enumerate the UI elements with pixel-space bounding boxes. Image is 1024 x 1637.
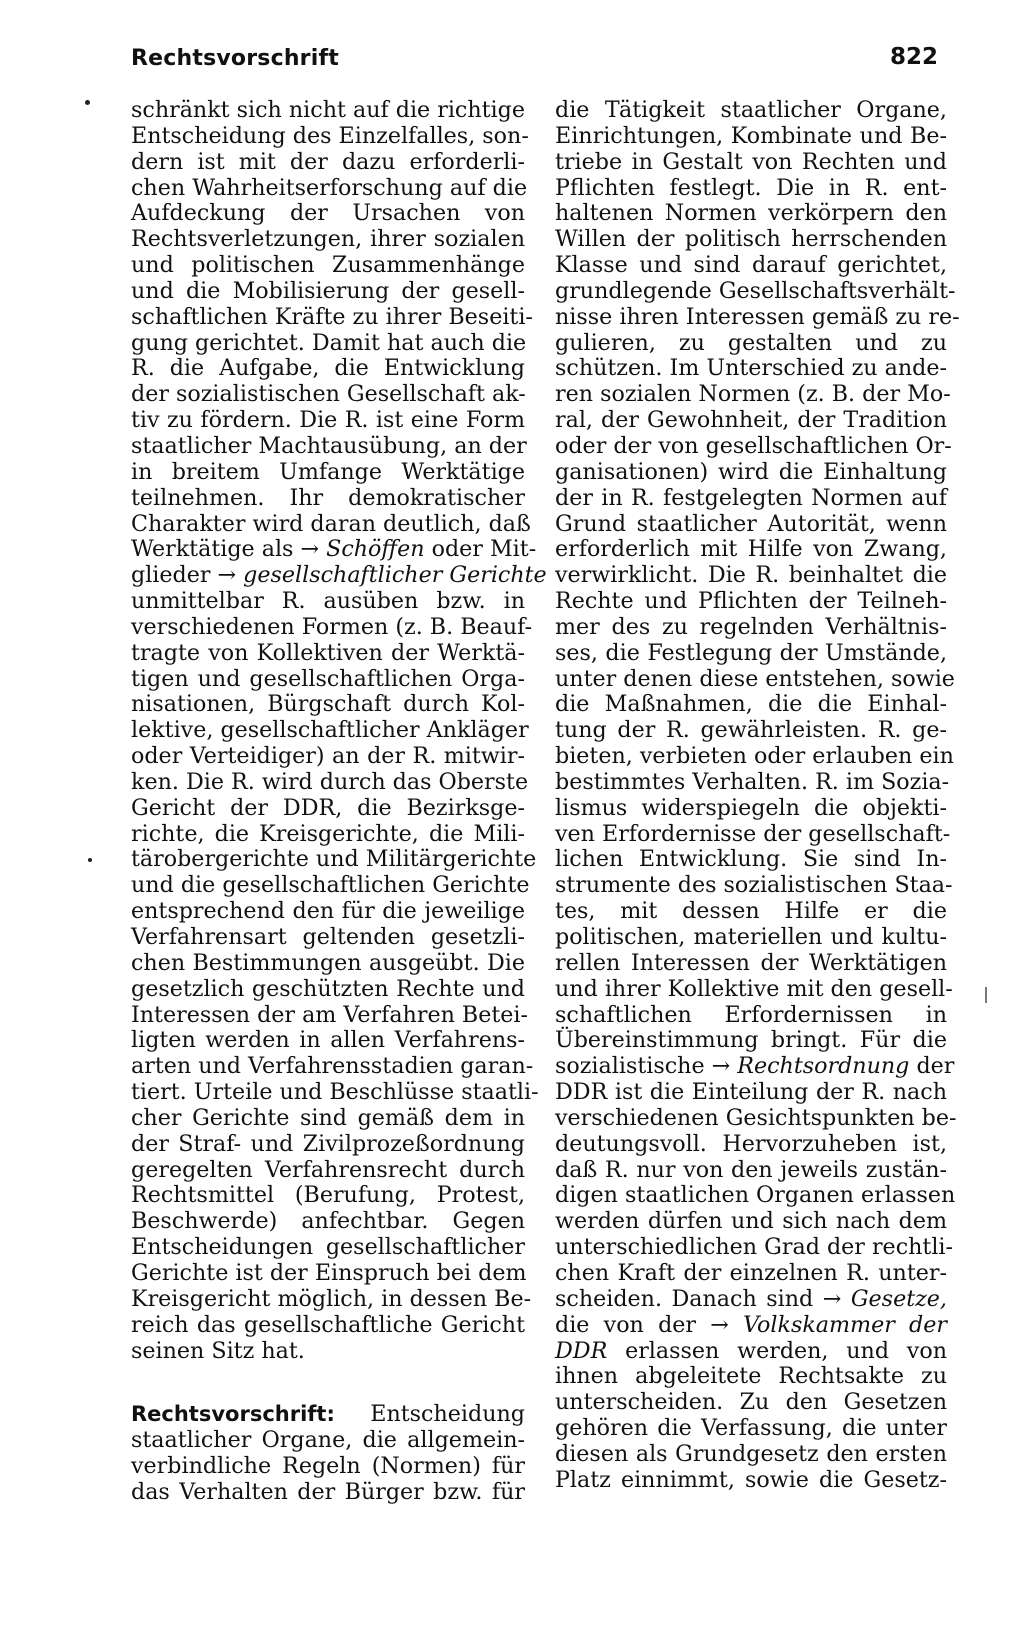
- text-line: strumente des sozialistischen Staa-: [555, 872, 953, 899]
- margin-mark: [985, 987, 987, 1003]
- text-line: arten und Verfahrensstadien garan-: [131, 1053, 534, 1080]
- text-line: reich das gesellschaftliche Gericht: [131, 1311, 525, 1338]
- text-line: Einrichtungen, Kombinate und Be-: [555, 122, 947, 149]
- text-line: Klasse und sind darauf gerichtet,: [555, 252, 947, 279]
- text-line: ven Erfordernisse der gesellschaft-: [555, 820, 951, 847]
- text-line: unter denen diese entstehen, sowie: [555, 665, 955, 692]
- text-line: DDR ist die Einteilung der R. nach: [555, 1079, 947, 1106]
- text-line: bieten, verbieten oder erlauben ein: [555, 743, 954, 770]
- text-line: sozialistische → Rechtsordnung der: [555, 1053, 955, 1080]
- text-line: deutungsvoll. Hervorzuheben ist,: [555, 1130, 947, 1157]
- left-column: [131, 97, 547, 1506]
- text-line: und die gesellschaftlichen Gerichte: [131, 872, 530, 899]
- text-line: oder Verteidiger) an der R. mitwir-: [131, 743, 525, 770]
- text-line: staatlicher Organe, die allgemein-: [131, 1427, 525, 1454]
- text-line: richte, die Kreisgerichte, die Mili-: [131, 820, 525, 847]
- print-speck: [85, 100, 90, 105]
- text-line: Rechtsmittel (Berufung, Protest,: [131, 1182, 525, 1209]
- text-line: diesen als Grundgesetz den ersten: [555, 1440, 947, 1467]
- text-line: tärobergerichte und Militärgerichte: [131, 846, 537, 873]
- text-line: ren sozialen Normen (z. B. der Mo-: [555, 381, 951, 408]
- right-column: [555, 97, 960, 1494]
- right-paragraph-1: [555, 97, 960, 1054]
- text-line: staatlicher Machtausübung, an der: [131, 432, 527, 459]
- text-line: unterschiedlichen Grad der rechtli-: [555, 1234, 954, 1261]
- text-line: Entscheidung des Einzelfalles, son-: [131, 122, 529, 149]
- text-line: die Maßnahmen, die die Einhal-: [555, 691, 947, 718]
- text-line: Übereinstimmung bringt. Für die: [555, 1027, 947, 1054]
- left-paragraph-1: [131, 97, 533, 537]
- text-line: ihnen abgeleitete Rechtsakte zu: [555, 1363, 947, 1390]
- text-line: Gericht der DDR, die Bezirksge-: [131, 794, 525, 821]
- text-line: ral, der Gewohnheit, der Tradition: [555, 407, 947, 434]
- text-line: lismus widerspiegeln die objekti-: [555, 794, 947, 821]
- entry-gap: [131, 1364, 525, 1402]
- text-line: schaftlichen Kräfte zu ihrer Beseiti-: [131, 303, 533, 330]
- text-line: und die Mobilisierung der gesell-: [131, 277, 525, 304]
- text-line: entsprechend den für die jeweilige: [131, 898, 525, 925]
- text-line: und politischen Zusammenhänge: [131, 252, 525, 279]
- text-line: gung gerichtet. Damit hat auch die: [131, 329, 527, 356]
- text-line: unmittelbar R. ausüben bzw. in: [131, 588, 525, 615]
- text-line: scheiden. Danach sind → Gesetze,: [555, 1285, 947, 1312]
- text-line: Kreisgericht möglich, in dessen Be-: [131, 1285, 532, 1312]
- text-line: tiert. Urteile und Beschlüsse staatli-: [131, 1079, 539, 1106]
- text-line: die von der → Volkskammer der: [555, 1311, 947, 1338]
- text-line: bestimmtes Verhalten. R. im Sozia-: [555, 768, 950, 795]
- right-paragraph-3: [555, 1364, 947, 1493]
- text-line: haltenen Normen verkörpern den: [555, 200, 947, 227]
- text-line: politischen, materiellen und kultu-: [555, 924, 947, 950]
- entry-headword: Rechtsvorschrift:: [131, 1402, 335, 1427]
- right-paragraph-2: [555, 1079, 957, 1287]
- text-line: dern ist mit der dazu erforderli-: [131, 148, 525, 175]
- text-line: die Tätigkeit staatlicher Organe,: [555, 97, 947, 123]
- text-line: Rechte und Pflichten der Teilneh-: [555, 588, 947, 615]
- text-line: chen Kraft der einzelnen R. unter-: [555, 1259, 947, 1286]
- text-line: ken. Die R. wird durch das Oberste: [131, 768, 529, 795]
- text-line: verbindliche Regeln (Normen) für: [131, 1453, 525, 1480]
- left-paragraph-2: [131, 588, 539, 1364]
- text-line: gesetzlich geschützten Rechte und: [131, 975, 525, 1002]
- text-line: tung der R. gewährleisten. R. ge-: [555, 717, 947, 744]
- print-speck: [88, 858, 92, 862]
- text-line: schützen. Im Unterschied zu ande-: [555, 355, 947, 382]
- text-line: der in R. festgelegten Normen auf: [555, 484, 947, 511]
- text-line: Pflichten festlegt. Die in R. ent-: [555, 174, 947, 201]
- text-line: Werktätige als → Schöffen oder Mit-: [131, 536, 537, 563]
- text-line: triebe in Gestalt von Rechten und: [555, 148, 947, 175]
- running-head-title: Rechtsvorschrift: [131, 46, 339, 71]
- text-line: digen staatlichen Organen erlassen: [555, 1182, 956, 1209]
- entry-definition-lines: [131, 1428, 525, 1506]
- text-line: und ihrer Kollektive mit den gesell-: [555, 975, 953, 1002]
- text-line: ganisationen) wird die Einhaltung: [555, 458, 947, 485]
- text-line: Aufdeckung der Ursachen von: [131, 200, 525, 227]
- text-line: lichen Entwicklung. Sie sind In-: [555, 846, 947, 873]
- text-line: werden dürfen und sich nach dem: [555, 1208, 947, 1235]
- text-line: geregelten Verfahrensrecht durch: [131, 1156, 525, 1183]
- page-number: 822: [890, 44, 939, 70]
- text-line: chen Wahrheitserforschung auf die: [131, 174, 528, 201]
- text-line: teilnehmen. Ihr demokratischer: [131, 484, 525, 511]
- text-line: Platz einnimmt, sowie die Gesetz-: [555, 1466, 947, 1493]
- text-line: erforderlich mit Hilfe von Zwang,: [555, 536, 947, 563]
- text-line: Entscheidungen gesellschaftlicher: [131, 1234, 525, 1261]
- text-line: Grund staatlicher Autorität, wenn: [555, 510, 947, 537]
- text-line: verschiedenen Gesichtspunkten be-: [555, 1104, 957, 1131]
- cross-reference-gesellschaftliche-gerichte[interactable]: gesellschaftlicher Gerichte: [243, 562, 547, 589]
- text-line: gulieren, zu gestalten und zu: [555, 329, 947, 356]
- text-line: schaftlichen Erfordernissen in: [555, 1001, 947, 1028]
- text-line: mer des zu regelnden Verhältnis-: [555, 613, 947, 640]
- text-line: ligten werden in allen Verfahrens-: [131, 1027, 525, 1054]
- entry-headword-line: Rechtsvorschrift: Entscheidung: [131, 1401, 525, 1428]
- cross-reference-gesetze[interactable]: Gesetze,: [850, 1285, 947, 1312]
- text-line: DDR erlassen werden, und von: [555, 1337, 947, 1364]
- text-line: Charakter wird daran deutlich, daß: [131, 510, 531, 537]
- text-line: Willen der politisch herrschenden: [555, 226, 947, 253]
- text-line: das Verhalten der Bürger bzw. für: [131, 1478, 525, 1505]
- text-line: verwirklicht. Die R. beinhaltet die: [555, 562, 947, 589]
- cross-reference-rechtsordnung[interactable]: Rechtsordnung: [737, 1053, 910, 1080]
- cross-reference-volkskammer[interactable]: Volkskammer der: [743, 1311, 947, 1338]
- text-line: tiv zu fördern. Die R. ist eine Form: [131, 407, 525, 434]
- text-line: chen Bestimmungen ausgeübt. Die: [131, 949, 525, 976]
- text-line: Interessen der am Verfahren Betei-: [131, 1001, 529, 1028]
- text-line: schränkt sich nicht auf die richtige: [131, 97, 525, 123]
- text-line: unterscheiden. Zu den Gesetzen: [555, 1389, 947, 1416]
- text-line: seinen Sitz hat.: [131, 1337, 305, 1364]
- text-line: in breitem Umfange Werktätige: [131, 458, 525, 485]
- text-line: tragte von Kollektiven der Werktä-: [131, 639, 525, 666]
- text-line: glieder → gesellschaftlicher Gerichte: [131, 562, 547, 589]
- text-line: Rechtsverletzungen, ihrer sozialen: [131, 226, 525, 253]
- text-line: der Straf- und Zivilprozeßordnung: [131, 1130, 525, 1157]
- text-line: rellen Interessen der Werktätigen: [555, 949, 947, 976]
- text-line: tes, mit dessen Hilfe er die: [555, 898, 947, 925]
- text-line: nisationen, Bürgschaft durch Kol-: [131, 691, 525, 718]
- text-line: tigen und gesellschaftlichen Orga-: [131, 665, 525, 692]
- text-line: der sozialistischen Gesellschaft ak-: [131, 381, 526, 408]
- text-line: oder der von gesellschaftlichen Or-: [555, 432, 952, 459]
- text-line: nisse ihren Interessen gemäß zu re-: [555, 303, 960, 330]
- text-line: lektive, gesellschaftlicher Ankläger: [131, 717, 529, 744]
- text-line: Beschwerde) anfechtbar. Gegen: [131, 1208, 525, 1235]
- text-line: ses, die Festlegung der Umstände,: [555, 639, 947, 666]
- text-line: cher Gerichte sind gemäß dem in: [131, 1104, 525, 1131]
- text-line: Verfahrensart geltenden gesetzli-: [131, 924, 525, 950]
- cross-reference-ddr[interactable]: DDR: [555, 1337, 608, 1364]
- text-line: R. die Aufgabe, die Entwicklung: [131, 355, 525, 382]
- text-line: grundlegende Gesellschaftsverhält-: [555, 277, 956, 304]
- text-line: daß R. nur von den jeweils zustän-: [555, 1156, 947, 1183]
- text-line: gehören die Verfassung, die unter: [555, 1415, 947, 1442]
- text-line: Gerichte ist der Einspruch bei dem: [131, 1259, 527, 1286]
- cross-reference-schoeffen[interactable]: Schöffen: [326, 536, 425, 563]
- text-line: verschiedenen Formen (z. B. Beauf-: [131, 613, 533, 640]
